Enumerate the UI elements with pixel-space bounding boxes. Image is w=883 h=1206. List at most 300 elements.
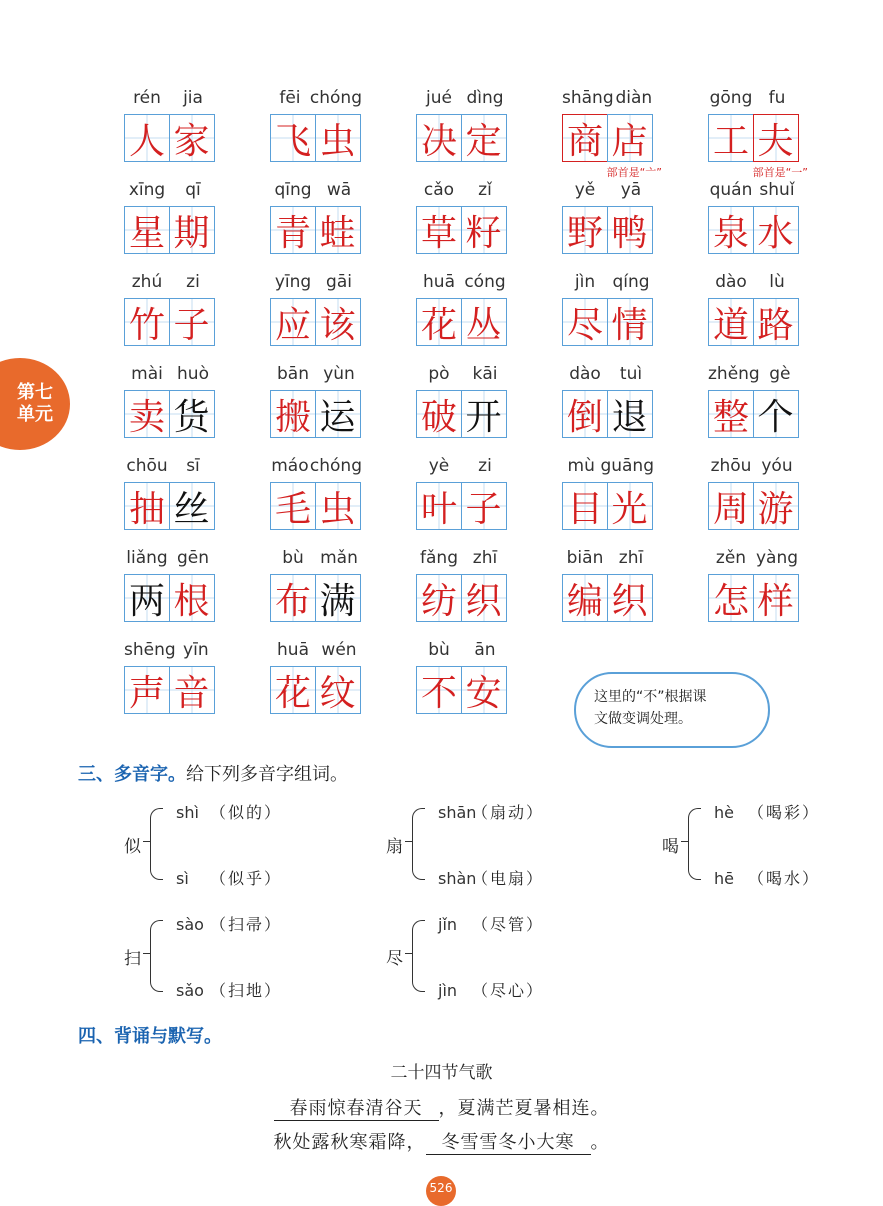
character-box: 个 [753,390,799,438]
character-box: 子 [461,482,507,530]
section-3-number: 三、多音字。 [78,764,186,785]
word-item [412,272,558,364]
writing-boxes [562,390,704,438]
reading-line [714,866,820,889]
writing-boxes [270,206,412,254]
brace-icon [412,808,425,880]
pinyin-syllable: qī [185,180,201,200]
reading-pinyin: sào [176,915,204,934]
reading-word: （尽心） [472,981,545,1000]
character-box: 开 [461,390,507,438]
character-box: 毛 [270,482,316,530]
pinyin-syllable: guāng [600,456,654,476]
reading-word: （似乎） [210,869,283,888]
pinyin-syllable: tuì [619,364,643,384]
pinyin-syllable: fu [768,88,786,108]
reading-pinyin: sǎo [176,981,204,1000]
word-item [120,364,266,456]
polyphonic-group [124,800,364,890]
reading-word: （喝彩） [748,803,821,822]
character-box: 星 [124,206,170,254]
pinyin-syllable: huā [423,272,455,292]
pinyin-syllable: yóu [761,456,793,476]
word-pinyin [416,548,508,574]
unit-tab [0,358,70,450]
word-item [120,640,266,732]
pinyin-syllable: yě [574,180,596,200]
pinyin-syllable: mǎn [320,548,358,568]
character-box: 样 [753,574,799,622]
pinyin-syllable: kāi [472,364,498,384]
pinyin-syllable: bù [282,548,304,568]
pinyin-syllable: zi [186,272,200,292]
pinyin-syllable: bān [277,364,309,384]
radical-note: 部首是“亠” [606,166,662,179]
word-item [266,88,412,180]
word-item [558,272,704,364]
character-box: 商 [562,114,608,162]
word-row [120,456,820,548]
poem-answer-2: 冬雪雪冬小大寒 [426,1128,591,1155]
brace-icon [688,808,701,880]
word-pinyin [708,180,800,206]
writing-boxes [416,574,558,622]
polyphonic-char: 扇 [386,837,403,857]
word-item [704,88,850,180]
word-pinyin [270,88,362,114]
reading-line [176,912,282,935]
character-box: 游 [753,482,799,530]
character-box: 家 [169,114,215,162]
word-item [120,456,266,548]
pinyin-syllable: yā [620,180,642,200]
pinyin-syllable: shāng [562,88,614,108]
cloud-note [574,672,770,748]
pinyin-syllable: zǐ [478,180,492,200]
word-item [120,180,266,272]
unit-tab-line2: 单元 [17,404,53,425]
character-box: 织 [461,574,507,622]
word-pinyin [124,272,216,298]
character-box: 周 [708,482,754,530]
word-item [558,88,704,180]
character-box: 倒 [562,390,608,438]
writing-boxes [124,298,266,346]
section-3-heading [78,760,348,786]
character-box: 飞 [270,114,316,162]
pinyin-syllable: ān [474,640,496,660]
writing-boxes [562,114,704,162]
pinyin-syllable: jué [426,88,452,108]
polyphonic-group [124,912,364,1002]
character-box: 安 [461,666,507,714]
pinyin-syllable: shēng [124,640,176,660]
pinyin-syllable: zhěng [708,364,760,384]
character-box: 丝 [169,482,215,530]
character-box: 应 [270,298,316,346]
word-pinyin [416,364,508,390]
character-box: 店 [607,114,653,162]
reading-word: （扇动） [472,803,545,822]
character-box: 花 [270,666,316,714]
character-box: 草 [416,206,462,254]
reading-pinyin: jìn [438,981,458,1000]
word-pinyin [416,180,508,206]
pinyin-syllable: yàng [755,548,799,568]
writing-boxes [562,206,704,254]
word-pinyin [562,548,654,574]
pinyin-syllable: mài [131,364,163,384]
pinyin-syllable: wén [321,640,357,660]
writing-boxes [562,482,704,530]
pinyin-syllable: xīng [128,180,166,200]
poem-line-1-rest: ，夏满芒夏暑相连。 [438,1098,610,1119]
word-pinyin [708,548,800,574]
word-item [412,364,558,456]
writing-boxes [708,298,850,346]
pinyin-syllable: chóng [309,456,362,476]
pinyin-syllable: diàn [615,88,653,108]
word-pinyin [124,180,216,206]
pinyin-syllable: dào [569,364,601,384]
writing-boxes [708,206,850,254]
reading-pinyin: sì [176,869,189,888]
writing-boxes [562,574,704,622]
character-box: 情 [607,298,653,346]
writing-boxes [124,390,266,438]
word-item [412,456,558,548]
writing-boxes [416,482,558,530]
word-item [558,364,704,456]
character-box: 两 [124,574,170,622]
word-item [704,548,850,640]
character-box: 货 [169,390,215,438]
word-item [266,456,412,548]
pinyin-syllable: yīng [274,272,312,292]
word-item [266,548,412,640]
word-pinyin [270,640,362,666]
reading-pinyin: hē [714,869,734,888]
pinyin-syllable: yùn [323,364,355,384]
word-item [120,88,266,180]
word-pinyin [416,272,508,298]
word-pinyin [708,456,800,482]
writing-boxes [562,298,704,346]
brace-icon [150,920,163,992]
pinyin-syllable: fēi [279,88,301,108]
poem-line-2-start: 秋处露秋寒霜降， [273,1132,426,1153]
pinyin-syllable: gēn [176,548,210,568]
writing-boxes [708,574,850,622]
character-box: 青 [270,206,316,254]
pinyin-syllable: zhōu [710,456,752,476]
word-item [704,272,850,364]
pinyin-syllable: chóng [309,88,362,108]
reading-line [176,800,282,823]
character-box: 竹 [124,298,170,346]
polyphonic-char: 扫 [124,949,141,969]
pinyin-syllable: cóng [464,272,506,292]
pinyin-syllable: wā [326,180,352,200]
reading-line [438,978,544,1001]
character-box: 目 [562,482,608,530]
word-pinyin [562,272,654,298]
pinyin-syllable: jia [183,88,203,108]
word-pinyin [124,548,216,574]
writing-boxes [124,666,266,714]
reading-word: （喝水） [748,869,821,888]
writing-boxes [270,574,412,622]
writing-boxes [270,482,412,530]
reading-pinyin: shān [438,803,477,822]
pinyin-syllable: jìn [574,272,596,292]
word-item [704,364,850,456]
character-box: 水 [753,206,799,254]
polyphonic-group [386,800,626,890]
character-box: 子 [169,298,215,346]
pinyin-syllable: gāi [326,272,352,292]
character-box: 尽 [562,298,608,346]
pinyin-syllable: quán [709,180,753,200]
word-pinyin [270,456,362,482]
word-item [704,180,850,272]
reading-pinyin: shàn [438,869,477,888]
pinyin-syllable: zi [478,456,492,476]
pinyin-syllable: zěn [715,548,747,568]
character-box: 期 [169,206,215,254]
word-pinyin [270,272,362,298]
pinyin-syllable: cǎo [423,180,455,200]
pinyin-syllable: liǎng [126,548,168,568]
brace-icon [412,920,425,992]
character-box: 抽 [124,482,170,530]
polyphonic-char: 喝 [662,837,679,857]
character-box: 决 [416,114,462,162]
pinyin-syllable: huò [177,364,209,384]
word-item [412,640,558,732]
word-pinyin [124,456,216,482]
character-box: 路 [753,298,799,346]
character-box: 花 [416,298,462,346]
word-item [266,180,412,272]
poem-answer-1: 春雨惊春清谷天 [274,1094,439,1121]
word-pinyin [124,640,216,666]
pinyin-syllable: pò [428,364,450,384]
word-row [120,180,820,272]
writing-boxes [124,482,266,530]
polyphonic-char: 尽 [386,949,403,969]
pinyin-syllable: yè [428,456,450,476]
pinyin-syllable: bù [428,640,450,660]
unit-tab-line1: 第七 [17,382,53,403]
word-item [558,180,704,272]
poem-line-1 [0,1094,883,1121]
word-pinyin [124,88,216,114]
character-box: 不 [416,666,462,714]
character-box: 布 [270,574,316,622]
character-box: 虫 [315,482,361,530]
brace-icon [150,808,163,880]
reading-pinyin: jǐn [438,915,458,934]
word-pinyin [562,88,654,114]
character-box: 卖 [124,390,170,438]
word-pinyin [708,364,800,390]
writing-boxes [416,114,558,162]
word-item [266,272,412,364]
cloud-note-line2: 文做变调处理。 [594,711,692,727]
writing-boxes [416,298,558,346]
pinyin-syllable: gè [769,364,791,384]
reading-line [438,866,544,889]
pinyin-syllable: shuǐ [759,180,795,200]
writing-boxes [416,390,558,438]
writing-boxes [270,390,412,438]
pinyin-syllable: qīng [274,180,312,200]
reading-word: （电扇） [472,869,545,888]
character-box: 满 [315,574,361,622]
character-box: 退 [607,390,653,438]
reading-line [438,800,544,823]
character-box: 声 [124,666,170,714]
word-row [120,272,820,364]
pinyin-syllable: mù [567,456,595,476]
character-box: 光 [607,482,653,530]
pinyin-syllable: yīn [183,640,209,660]
word-pinyin [270,180,362,206]
reading-line [176,866,282,889]
writing-boxes [708,114,850,162]
pinyin-syllable: dìng [466,88,504,108]
writing-boxes [270,298,412,346]
polyphonic-group [662,800,883,890]
writing-boxes [416,206,558,254]
writing-boxes [124,206,266,254]
pinyin-syllable: gōng [709,88,753,108]
pinyin-syllable: zhú [131,272,163,292]
character-box: 织 [607,574,653,622]
word-pinyin [708,88,800,114]
page-number: 526 [426,1176,456,1206]
word-pinyin [562,456,654,482]
character-box: 纹 [315,666,361,714]
cloud-note-line1: 这里的“不”根据课 [594,689,707,705]
word-item [266,640,412,732]
word-item [412,180,558,272]
character-box: 怎 [708,574,754,622]
word-item [266,364,412,456]
word-item [412,88,558,180]
word-pinyin [416,456,508,482]
reading-line [438,912,544,935]
word-pinyin [124,364,216,390]
character-box: 鸭 [607,206,653,254]
reading-pinyin: shì [176,803,199,822]
pinyin-syllable: huā [277,640,309,660]
character-box: 音 [169,666,215,714]
pinyin-syllable: chōu [126,456,168,476]
writing-boxes [708,390,850,438]
reading-line [176,978,282,1001]
character-box: 破 [416,390,462,438]
pinyin-syllable: máo [271,456,309,476]
character-box: 定 [461,114,507,162]
character-box: 道 [708,298,754,346]
word-item [120,272,266,364]
pinyin-syllable: zhī [618,548,644,568]
pinyin-syllable: rén [133,88,161,108]
pinyin-syllable: sī [186,456,200,476]
word-grid [120,88,820,732]
word-item [412,548,558,640]
character-box: 工 [708,114,754,162]
word-pinyin [708,272,800,298]
writing-boxes [708,482,850,530]
word-pinyin [416,640,508,666]
pinyin-syllable: fǎng [420,548,458,568]
word-item [120,548,266,640]
character-box: 纺 [416,574,462,622]
word-pinyin [416,88,508,114]
writing-boxes [124,114,266,162]
word-item [558,456,704,548]
character-box: 蛙 [315,206,361,254]
reading-word: （似的） [210,803,283,822]
poem-title: 二十四节气歌 [390,1063,493,1083]
word-pinyin [562,180,654,206]
pinyin-syllable: qíng [612,272,650,292]
pinyin-syllable: lù [769,272,785,292]
poem-line-2-end: 。 [590,1132,610,1153]
character-box: 搬 [270,390,316,438]
pinyin-syllable: dào [715,272,747,292]
character-box: 该 [315,298,361,346]
character-box: 夫 [753,114,799,162]
section-4-heading: 四、背诵与默写。 [78,1026,222,1047]
character-box: 运 [315,390,361,438]
word-row [120,88,820,180]
radical-note: 部首是“一” [752,166,808,179]
word-pinyin [270,364,362,390]
writing-boxes [416,666,558,714]
character-box: 编 [562,574,608,622]
character-box: 丛 [461,298,507,346]
section-3-instruction: 给下列多音字组词。 [186,764,348,785]
character-box: 根 [169,574,215,622]
character-box: 整 [708,390,754,438]
polyphonic-group [386,912,626,1002]
character-box: 人 [124,114,170,162]
character-box: 野 [562,206,608,254]
character-box: 籽 [461,206,507,254]
character-box: 叶 [416,482,462,530]
reading-pinyin: hè [714,803,734,822]
reading-word: （尽管） [472,915,545,934]
poem-line-2 [0,1128,883,1155]
pinyin-syllable: biān [566,548,604,568]
reading-word: （扫地） [210,981,283,1000]
word-pinyin [270,548,362,574]
writing-boxes [270,666,412,714]
character-box: 泉 [708,206,754,254]
writing-boxes [270,114,412,162]
reading-line [714,800,820,823]
word-row [120,364,820,456]
reading-word: （扫帚） [210,915,283,934]
pinyin-syllable: zhī [472,548,498,568]
writing-boxes [124,574,266,622]
polyphonic-char: 似 [124,837,141,857]
word-row [120,548,820,640]
